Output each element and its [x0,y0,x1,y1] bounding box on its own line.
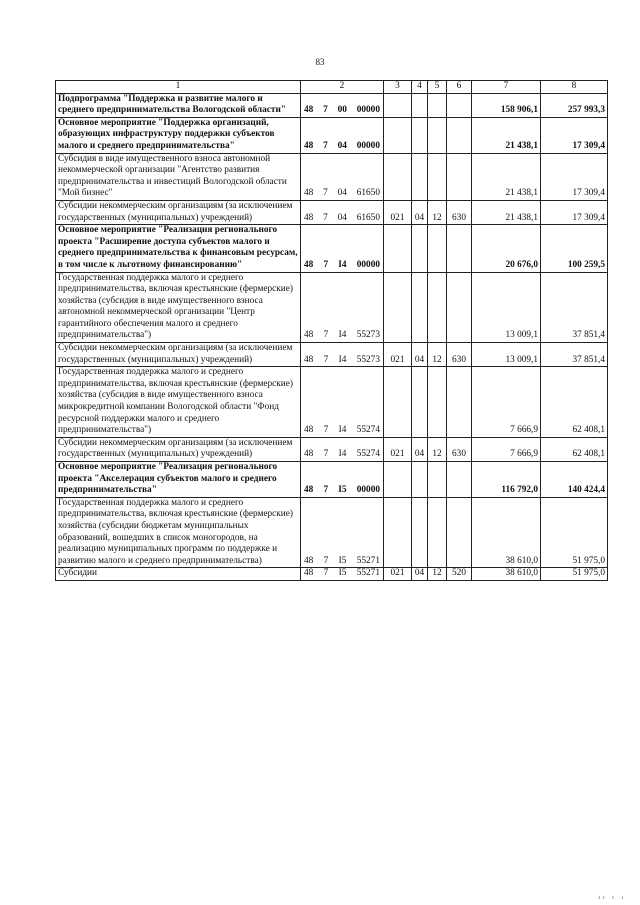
code-parts [301,556,383,568]
row-col-3 [384,93,412,117]
code-part-1: 48 [304,259,314,270]
row-value-7: 158 906,1 [472,93,541,117]
table-row [56,272,608,343]
row-code [301,153,384,200]
header-row [56,81,608,94]
footer-mark: ıı ı ı [598,895,626,901]
code-part-3: I4 [338,330,347,341]
row-col-6 [447,497,472,568]
row-col-3: 021 [384,200,412,224]
code-parts [301,485,383,497]
row-col-4 [412,272,428,343]
row-col-5 [428,117,447,153]
col-header-4: 4 [412,81,428,94]
table-body [56,93,608,580]
code-parts [301,213,383,225]
row-col-6 [447,153,472,200]
code-part-1: 48 [304,140,314,151]
col-header-8: 8 [541,81,608,94]
code-parts [301,105,383,117]
code-part-1: 48 [304,212,314,223]
code-part-3: I4 [338,425,347,436]
code-part-4: 61650 [356,188,380,199]
row-value-8: 257 993,3 [541,93,608,117]
row-col-4 [412,367,428,438]
row-col-4: 04 [412,200,428,224]
code-parts [301,141,383,153]
code-part-3: 04 [337,140,347,151]
row-value-7: 38 610,0 [472,568,541,581]
code-part-3: I4 [338,259,347,270]
row-name: Основное мероприятие "Реализация регионального проекта "Расширение доступа субъектов малого и среднего предпринимательства к финансовым ресурсам, в том числе к льготному финансированию" [56,225,301,272]
code-part-2: 7 [323,425,329,436]
code-part-4: 55273 [356,330,380,341]
code-part-4: 00000 [356,259,380,270]
code-part-3: 00 [337,105,347,116]
col-header-7: 7 [472,81,541,94]
row-value-7: 13 009,1 [472,272,541,343]
code-part-1: 48 [304,568,314,579]
code-part-3: I5 [338,555,347,566]
code-part-2: 7 [323,140,328,151]
row-col-6 [447,272,472,343]
budget-table [55,80,608,581]
table-row [56,200,608,224]
row-code [301,568,384,581]
page-number: 83 [315,57,325,67]
row-value-8: 37 851,4 [541,343,608,367]
col-header-1: 1 [56,81,301,94]
row-value-8: 17 309,4 [541,200,608,224]
row-col-3 [384,225,412,272]
row-col-4 [412,93,428,117]
code-part-3: I5 [338,568,347,579]
row-col-6: 520 [447,568,472,581]
row-col-3: 021 [384,568,412,581]
code-part-1: 48 [304,354,314,365]
code-part-2: 7 [323,212,328,223]
row-code [301,367,384,438]
code-part-2: 7 [323,485,329,496]
row-code [301,117,384,153]
code-part-4: 55274 [356,449,380,460]
code-parts [301,260,383,272]
row-name: Основное мероприятие "Поддержка организаций, образующих инфраструктуру поддержки субъектов малого и среднего предпринимательства" [56,117,301,153]
table-row [56,367,608,438]
row-col-4: 04 [412,437,428,461]
row-value-7: 7 666,9 [472,367,541,438]
code-part-2: 7 [323,555,329,566]
row-col-6 [447,367,472,438]
row-value-8: 100 259,5 [541,225,608,272]
row-col-5 [428,225,447,272]
row-code [301,272,384,343]
code-part-4: 00000 [356,140,380,151]
code-part-3: I5 [338,485,347,496]
code-part-4: 55274 [356,425,380,436]
row-col-6 [447,93,472,117]
code-part-4: 55271 [356,568,380,579]
row-value-7: 7 666,9 [472,437,541,461]
row-col-3 [384,497,412,568]
row-value-7: 38 610,0 [472,497,541,568]
row-code [301,200,384,224]
row-col-4: 04 [412,343,428,367]
row-code [301,93,384,117]
col-header-6: 6 [447,81,472,94]
row-col-5 [428,367,447,438]
row-name: Подпрограмма "Поддержка и развитие малого и среднего предпринимательства Вологодской области" [56,93,301,117]
col-header-3: 3 [384,81,412,94]
code-part-3: I4 [338,449,347,460]
row-col-4 [412,462,428,498]
code-parts [301,188,383,200]
row-name: Государственная поддержка малого и среднего предпринимательства, включая крестьянские (фермерские) хозяйства (субсидия в виде имущественного взноса автономной некоммерческой организации "Центр гарантийного обеспечения малого и среднего предпринимательства") [56,272,301,343]
row-col-4 [412,497,428,568]
row-name: Субсидии некоммерческим организациям (за исключением государственных (муниципальных) учреждений) [56,437,301,461]
row-value-7: 13 009,1 [472,343,541,367]
row-col-6: 630 [447,200,472,224]
row-name: Государственная поддержка малого и среднего предпринимательства, включая крестьянские (фермерские) хозяйства (субсидии бюджетам муниципальных образований, вошедших в список моногородов, на реализацию муниципальных программ по поддержке и развитию малого и среднего предпринимательства) [56,497,301,568]
code-part-2: 7 [323,330,329,341]
code-part-4: 00000 [356,105,380,116]
row-col-3 [384,367,412,438]
row-col-3 [384,462,412,498]
code-part-4: 55271 [356,555,380,566]
row-col-6 [447,225,472,272]
row-value-8: 37 851,4 [541,272,608,343]
row-col-5: 12 [428,568,447,581]
row-col-3 [384,117,412,153]
code-parts [301,330,383,342]
code-part-1: 48 [304,449,314,460]
code-part-2: 7 [323,449,329,460]
row-code [301,343,384,367]
row-name: Субсидии некоммерческим организациям (за исключением государственных (муниципальных) учреждений) [56,343,301,367]
code-part-1: 48 [304,425,314,436]
row-col-5: 12 [428,200,447,224]
row-col-3: 021 [384,437,412,461]
row-value-8: 17 309,4 [541,117,608,153]
row-col-5 [428,497,447,568]
code-part-2: 7 [323,105,328,116]
row-col-5: 12 [428,437,447,461]
row-code [301,462,384,498]
row-value-8: 62 408,1 [541,437,608,461]
code-part-4: 61650 [356,212,380,223]
row-col-3: 021 [384,343,412,367]
row-code [301,497,384,568]
code-parts [301,449,383,461]
code-part-1: 48 [304,105,314,116]
code-part-3: 04 [337,212,347,223]
row-col-6 [447,462,472,498]
table-row [56,343,608,367]
row-value-8: 51 975,0 [541,568,608,581]
code-parts [301,425,383,437]
col-header-5: 5 [428,81,447,94]
col-header-2: 2 [301,81,384,94]
code-part-2: 7 [323,354,329,365]
table-row [56,153,608,200]
table-row [56,462,608,498]
code-part-2: 7 [323,259,329,270]
row-name: Субсидии некоммерческим организациям (за исключением государственных (муниципальных) учреждений) [56,200,301,224]
table-row [56,437,608,461]
row-col-6: 630 [447,343,472,367]
row-value-7: 21 438,1 [472,200,541,224]
row-col-4 [412,117,428,153]
row-name: Основное мероприятие "Реализация регионального проекта "Акселерация субъектов малого и среднего предпринимательства" [56,462,301,498]
code-part-1: 48 [304,188,314,199]
row-value-8: 51 975,0 [541,497,608,568]
code-parts [301,355,383,367]
row-name: Субсидии [56,568,301,581]
row-col-6: 630 [447,437,472,461]
row-code [301,437,384,461]
row-col-5: 12 [428,343,447,367]
row-col-4 [412,153,428,200]
row-col-5 [428,462,447,498]
row-col-6 [447,117,472,153]
code-part-1: 48 [304,485,314,496]
row-col-3 [384,272,412,343]
code-parts [301,568,383,580]
row-value-8: 17 309,4 [541,153,608,200]
row-name: Государственная поддержка малого и среднего предпринимательства, включая крестьянские (фермерские) хозяйства (субсидия в виде имущественного взноса микрокредитной компании Вологодской области "Фонд ресурсной поддержки малого и среднего предпринимательства") [56,367,301,438]
code-part-1: 48 [304,330,314,341]
row-name: Субсидия в виде имущественного взноса автономной некоммерческой организации "Агентство развития предпринимательства и инвестиций Вологодской области "Мой бизнес" [56,153,301,200]
row-value-7: 20 676,0 [472,225,541,272]
row-col-5 [428,153,447,200]
row-col-5 [428,272,447,343]
code-part-1: 48 [304,555,314,566]
table-row [56,497,608,568]
code-part-3: 04 [337,188,347,199]
row-col-3 [384,153,412,200]
row-value-8: 62 408,1 [541,367,608,438]
code-part-4: 00000 [356,485,380,496]
code-part-3: I4 [338,354,347,365]
table-row [56,225,608,272]
code-part-2: 7 [323,568,329,579]
row-code [301,225,384,272]
code-part-4: 55273 [356,354,380,365]
table-row [56,93,608,117]
row-value-7: 21 438,1 [472,153,541,200]
row-col-5 [428,93,447,117]
table-row [56,117,608,153]
row-value-7: 21 438,1 [472,117,541,153]
table-row [56,568,608,581]
row-col-4 [412,225,428,272]
code-part-2: 7 [323,188,328,199]
row-col-4: 04 [412,568,428,581]
row-value-8: 140 424,4 [541,462,608,498]
row-value-7: 116 792,0 [472,462,541,498]
